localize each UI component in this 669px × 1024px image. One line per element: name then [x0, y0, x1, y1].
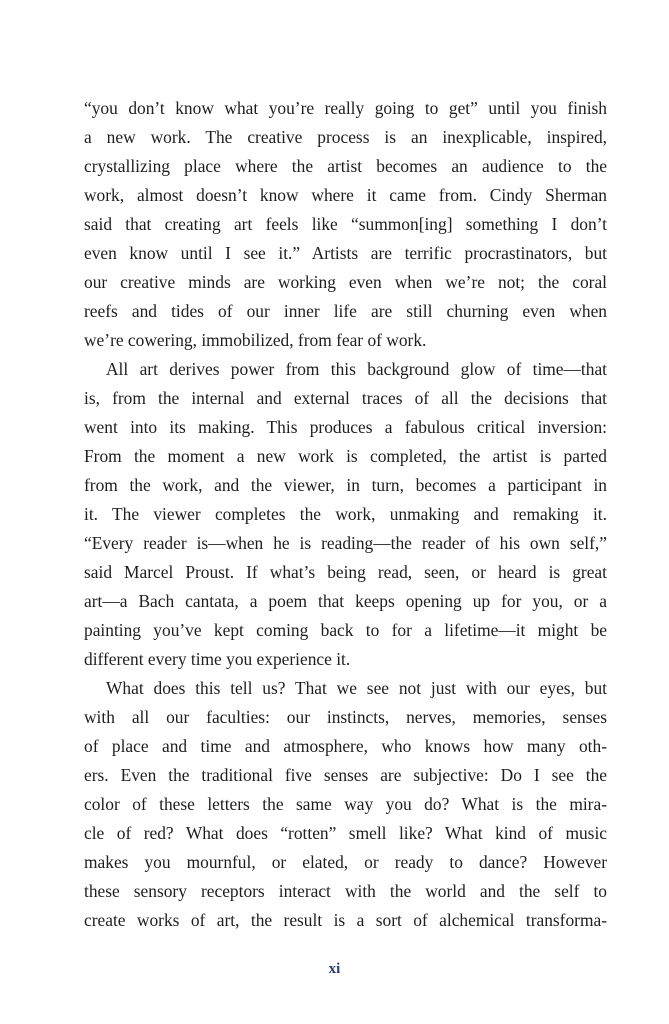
- text-line: All art derives power from this background glow of time—that: [106, 359, 607, 379]
- text-line: From the moment a new work is completed, the artist is parted: [84, 446, 607, 466]
- page-number: xi: [328, 961, 341, 977]
- paragraph: [84, 355, 607, 674]
- text-line: “you don’t know what you’re really going to get” until you finish: [84, 98, 607, 118]
- text-line: it. The viewer completes the work, unmaking and remaking it.: [84, 504, 607, 524]
- text-line: create works of art, the result is a sort of alchemical transforma-: [84, 910, 607, 930]
- text-line: reefs and tides of our inner life are still churning even when: [84, 301, 607, 321]
- text-line: painting you’ve kept coming back to for a lifetime—it might be: [84, 620, 607, 640]
- text-line: our creative minds are working even when we’re not; the coral: [84, 272, 607, 292]
- paragraph: [84, 94, 607, 355]
- text-line: we’re cowering, immobilized, from fear of work.: [84, 330, 427, 350]
- text-line: art—a Bach cantata, a poem that keeps opening up for you, or a: [84, 591, 607, 611]
- text-line: of place and time and atmosphere, who knows how many oth-: [84, 736, 607, 756]
- text-line: these sensory receptors interact with the world and the self to: [84, 881, 607, 901]
- text-line: said Marcel Proust. If what’s being read, seen, or heard is great: [84, 562, 607, 582]
- text-line: ers. Even the traditional five senses are subjective: Do I see the: [84, 765, 607, 785]
- text-line: crystallizing place where the artist becomes an audience to the: [84, 156, 607, 176]
- text-line: even know until I see it.” Artists are terrific procrastinators, but: [84, 243, 607, 263]
- text-line: from the work, and the viewer, in turn, becomes a participant in: [84, 475, 607, 495]
- text-line: said that creating art feels like “summon[ing] something I don’t: [84, 214, 607, 234]
- text-line: makes you mournful, or elated, or ready to dance? However: [84, 852, 607, 872]
- text-line: a new work. The creative process is an inexplicable, inspired,: [84, 127, 607, 147]
- text-line: “Every reader is—when he is reading—the reader of his own self,”: [84, 533, 607, 553]
- text-line: is, from the internal and external traces of all the decisions that: [84, 388, 607, 408]
- text-line: cle of red? What does “rotten” smell like? What kind of music: [84, 823, 607, 843]
- body-text: [84, 94, 607, 935]
- text-line: different every time you experience it.: [84, 649, 351, 669]
- text-line: color of these letters the same way you do? What is the mira-: [84, 794, 607, 814]
- text-line: went into its making. This produces a fabulous critical inversion:: [84, 417, 607, 437]
- text-line: What does this tell us? That we see not just with our eyes, but: [106, 678, 607, 698]
- paragraph: [84, 674, 607, 935]
- text-line: work, almost doesn’t know where it came from. Cindy Sherman: [84, 185, 607, 205]
- text-line: with all our faculties: our instincts, nerves, memories, senses: [84, 707, 607, 727]
